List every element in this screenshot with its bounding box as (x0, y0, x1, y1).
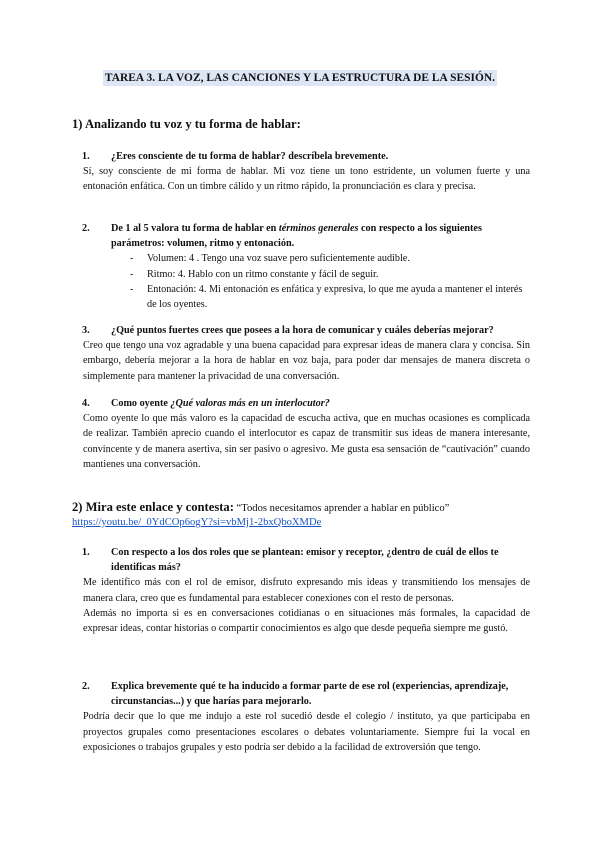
question-text: Con respecto a los dos roles que se plantean: emisor y receptor, ¿dentro de cuál de ellos te identificas más? (111, 547, 499, 574)
question-text: ¿Eres consciente de tu forma de hablar? descríbela brevemente. (111, 151, 389, 162)
question-line (80, 679, 530, 709)
question-number: 2. (82, 223, 90, 234)
s1-question-1 (80, 149, 530, 195)
question-text (80, 396, 530, 411)
question-number: 3. (82, 325, 90, 336)
bullet-text: Volumen: 4 . Tengo una voz suave pero suficientemente audible. (147, 253, 410, 265)
question-number: 1. (82, 547, 90, 558)
question-text-part1: Como oyente (111, 398, 171, 409)
bullet-text: Ritmo: 4. Hablo con un ritmo constante y fácil de seguir. (147, 268, 379, 280)
answer-text: Me identifico más con el rol de emisor, disfruto expresando mis ideas y transmitiendo los mensajes de manera clara, creo que es fundamental para establecer conexiones con el resto de personas. (83, 577, 530, 604)
answer-text: Además no importa si es en conversaciones cotidianas o en situaciones más formales, la capacidad de expresar ideas, contar historias o compartir conocimientos es algo que desde pequeña siempre me gustó. (83, 607, 530, 635)
question-text-part2: con respecto a los siguientes parámetros: volumen, ritmo y entonación. (111, 223, 482, 250)
question-line (80, 149, 530, 164)
section-2-heading-text: 2) Mira este enlace y contesta: (72, 500, 234, 514)
question-text: Explica brevemente qué te ha inducido a formar parte de ese rol (experiencias, aprendizaje, circunstancias...) y que harías para mejorarlo. (111, 681, 509, 708)
section-2-quote: “Todos necesitamos aprender a hablar en público” (233, 503, 450, 514)
section-1-heading: 1) Analizando tu voz y tu forma de hablar: (72, 117, 301, 131)
question-line (80, 396, 530, 411)
s1-question-2 (80, 221, 530, 312)
question-line (80, 545, 530, 575)
answer-text: Podría decir que lo que me indujo a este rol sucedió desde el colegio / instituto, ya que participaba en proyectos grupales como presentaciones escolares o debates voluntariamente. Siempre fui la vocal en exposiciones o trabajos grupales y esto podría ser debido a la facilidad de extroversión que tengo. (83, 711, 530, 753)
section-2-heading (72, 500, 449, 515)
s2-question-2 (80, 679, 530, 755)
question-text-italic: términos generales (278, 223, 359, 234)
question-number: 1. (82, 151, 90, 162)
question-number: 4. (82, 398, 90, 409)
question-number: 2. (82, 681, 90, 692)
answer-text: Creo que tengo una voz agradable y una buena capacidad para expresar ideas de manera clara y concisa. Sin embargo, debería mejorar a la hora de hablar en voz baja, para poder dar mensajes de manera discreta o simplemente para mantener la privacidad de una conversación. (83, 340, 530, 382)
bullet-item: - Volumen: 4 . Tengo una voz suave pero suficientemente audible. (130, 253, 410, 265)
question-text-italic: ¿Qué valoras más en un interlocutor? (170, 398, 330, 409)
question-line (80, 221, 530, 251)
question-text-part1: De 1 al 5 valora tu forma de hablar en (111, 223, 279, 234)
s2-question-1 (80, 545, 530, 636)
document-title: TAREA 3. LA VOZ, LAS CANCIONES Y LA ESTRUCTURA DE LA SESIÓN. (104, 72, 496, 84)
bullet-item: - Entonación: 4. Mi entonación es enfática y expresiva, lo que me ayuda a mantener el interés de los oyentes. (130, 283, 523, 311)
question-line (80, 323, 530, 338)
answer-text: Como oyente lo que más valoro es la capacidad de escucha activa, que en muchas ocasiones es complicada de realizar. También aprecio cuando el interlocutor es capaz de transmitir sus ideas de manera interesante, convincente y de manera asertiva, sin ser pasivo o agresivo. Me gusta esa sensación de “cautivación” cuando mantienes una conversación. (83, 413, 530, 470)
bullet-text: Entonación: 4. Mi entonación es enfática y expresiva, lo que me ayuda a mantener el interés de los oyentes. (147, 283, 523, 311)
answer-text: Sí, soy consciente de mi forma de hablar. Mi voz tiene un tono estridente, un volumen fuerte y una entonación enfática. Con un timbre cálido y un ritmo rápido, la pronunciación es clara y precisa. (83, 166, 530, 193)
question-text: ¿Qué puntos fuertes crees que posees a la hora de comunicar y cuáles deberías mejorar? (111, 325, 494, 336)
youtube-link[interactable]: https://youtu.be/_0YdCOp6ogY?si=vbMj1-2bxQboXMDe (72, 517, 322, 528)
title-wrap (0, 68, 600, 86)
bullet-item: - Ritmo: 4. Hablo con un ritmo constante y fácil de seguir. (130, 268, 379, 280)
s1-question-3 (80, 323, 530, 384)
s1-question-4 (80, 396, 530, 472)
question-text (80, 221, 530, 251)
